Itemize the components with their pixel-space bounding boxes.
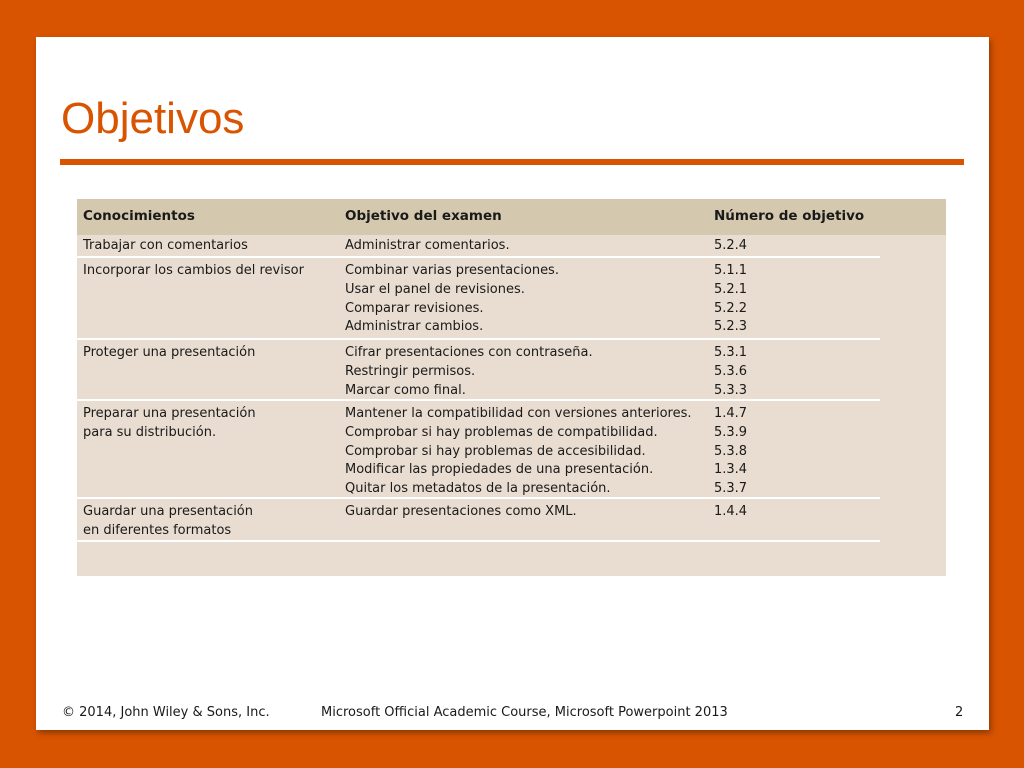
skill-cell (83, 405, 256, 443)
slide-title: Objetivos (61, 94, 245, 143)
objective-text: Comprobar si hay problemas de accesibilidad. (345, 443, 646, 459)
skill-text: Preparar una presentación (83, 406, 256, 421)
header-skills: Conocimientos (83, 208, 195, 224)
objective-text: Usar el panel de revisiones. (345, 281, 525, 297)
table-row (77, 340, 880, 401)
number-text: 5.2.3 (714, 319, 748, 335)
skill-cell (83, 262, 304, 281)
number-text: 1.4.4 (714, 504, 748, 519)
skill-text: Incorporar los cambios del revisor (83, 263, 304, 278)
header-objective-number: Número de objetivo (714, 208, 865, 224)
objective-text: Comprobar si hay problemas de compatibilidad. (345, 424, 658, 440)
skill-text: para su distribución. (83, 424, 217, 440)
skill-cell (83, 237, 248, 256)
header-exam-objective: Objetivo del examen (345, 208, 502, 224)
skill-text: en diferentes formatos (83, 522, 232, 538)
number-cell (714, 262, 747, 337)
objective-cell (345, 237, 510, 256)
number-text: 5.3.8 (714, 443, 748, 459)
number-text: 5.3.1 (714, 345, 748, 360)
objectives-table (77, 199, 946, 576)
number-text: 1.4.7 (714, 406, 748, 421)
skill-text: Trabajar con comentarios (83, 238, 248, 253)
objective-text: Modificar las propiedades de una presentación. (345, 462, 654, 478)
number-text: 5.3.6 (714, 363, 748, 379)
objective-text: Marcar como final. (345, 382, 466, 398)
number-text: 5.3.9 (714, 424, 748, 440)
objective-text: Quitar los metadatos de la presentación. (345, 481, 611, 497)
objective-text: Administrar comentarios. (345, 238, 510, 253)
table-row (77, 401, 880, 499)
footer-page-number: 2 (955, 705, 964, 720)
number-text: 5.2.4 (714, 238, 748, 253)
skill-text: Proteger una presentación (83, 345, 256, 360)
number-text: 5.3.3 (714, 382, 748, 398)
number-text: 5.1.1 (714, 263, 748, 278)
footer-copyright: © 2014, John Wiley & Sons, Inc. (62, 705, 270, 720)
number-cell (714, 237, 747, 256)
objective-cell (345, 262, 559, 337)
objective-text: Mantener la compatibilidad con versiones anteriores. (345, 406, 692, 421)
number-cell (714, 405, 747, 499)
objective-text: Guardar presentaciones como XML. (345, 504, 577, 519)
footer-course: Microsoft Official Academic Course, Microsoft Powerpoint 2013 (321, 705, 728, 720)
title-underline (60, 159, 964, 165)
table-row (77, 258, 880, 340)
skill-cell (83, 344, 255, 363)
number-text: 5.2.2 (714, 300, 748, 316)
objective-cell (345, 503, 577, 522)
number-cell (714, 344, 747, 400)
objective-text: Comparar revisiones. (345, 300, 484, 316)
table-header (77, 199, 946, 235)
number-text: 5.3.7 (714, 481, 748, 497)
objective-cell (345, 405, 692, 499)
objective-text: Administrar cambios. (345, 319, 484, 335)
skill-text: Guardar una presentación (83, 504, 254, 519)
table-row (77, 235, 880, 258)
objective-text: Cifrar presentaciones con contraseña. (345, 345, 593, 360)
table-row (77, 499, 880, 542)
number-cell (714, 503, 747, 522)
number-text: 5.2.1 (714, 281, 748, 297)
number-text: 1.3.4 (714, 462, 748, 478)
objective-text: Combinar varias presentaciones. (345, 263, 559, 278)
skill-cell (83, 503, 253, 541)
slide (36, 37, 989, 730)
objective-text: Restringir permisos. (345, 363, 476, 379)
objective-cell (345, 344, 593, 400)
